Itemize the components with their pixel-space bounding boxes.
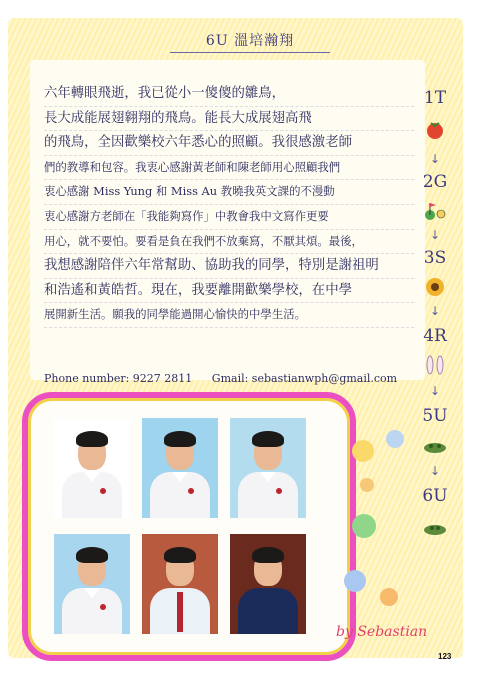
- essay-line: 長大成能展翅翱翔的飛鳥。能長大成展翅高飛: [44, 107, 414, 132]
- contact-info: [44, 372, 414, 385]
- signature: by Sebastian: [336, 624, 428, 640]
- arrow-down-icon: ↓: [429, 228, 441, 242]
- tomato-icon: [422, 118, 448, 140]
- arrow-down-icon: ↓: [429, 152, 441, 166]
- timeline-label: 3S: [423, 248, 447, 268]
- email-address: Gmail: sebastianwph@gmail.com: [211, 372, 398, 385]
- decorative-circle: [360, 478, 374, 492]
- student-photo: [54, 418, 130, 518]
- photo-frame: [22, 392, 356, 661]
- arrow-down-icon: ↓: [429, 464, 441, 478]
- golf-flag-icon: [422, 200, 448, 222]
- page-title: 6U 溫培瀚翔: [170, 30, 330, 53]
- essay-line: 衷心感謝方老師在「我能夠寫作」中教會我中文寫作更要: [44, 205, 414, 230]
- timeline-label: 2G: [422, 172, 448, 192]
- phone-number: Phone number: 9227 2811: [44, 372, 193, 385]
- essay-line: 衷心感謝 Miss Yung 和 Miss Au 教曉我英文課的不漫動: [44, 180, 414, 205]
- sunflower-icon: [422, 276, 448, 298]
- essay-line: 我想感謝陪伴六年常幫助、協助我的同學，特別是謝祖明: [44, 254, 414, 279]
- student-photo: [142, 534, 218, 634]
- student-photo: [230, 534, 306, 634]
- student-photo: [54, 534, 130, 634]
- page-number: 123: [438, 652, 452, 661]
- essay-line: 六年轉眼飛逝，我已從小一傻傻的雛鳥，: [44, 82, 414, 107]
- grass-icon: [422, 516, 448, 538]
- essay-line: 展開新生活。願我的同學能過開心愉快的中學生活。: [44, 303, 414, 328]
- rabbit-ears-icon: [422, 354, 448, 376]
- decorative-circle: [386, 430, 404, 448]
- timeline-label: 4R: [423, 326, 447, 346]
- essay-line: 和浩遙和黃皓哲。現在，我要離開歡樂學校，在中學: [44, 279, 414, 304]
- decorative-circle: [344, 570, 366, 592]
- decorative-circle: [352, 440, 374, 462]
- grass-icon: [422, 434, 448, 456]
- decorative-circle: [380, 588, 398, 606]
- student-photo: [230, 418, 306, 518]
- timeline-label: 1T: [423, 88, 447, 108]
- student-photo: [142, 418, 218, 518]
- essay-line: 們的教導和包容。我衷心感謝黃老師和陳老師用心照顧我們: [44, 156, 414, 181]
- timeline-label: 6U: [422, 486, 448, 506]
- essay-line: 的飛鳥，全因歡樂校六年悉心的照顧。我很感激老師: [44, 131, 414, 156]
- decorative-circle: [352, 514, 376, 538]
- arrow-down-icon: ↓: [429, 384, 441, 398]
- essay-text: [44, 82, 414, 328]
- class-timeline: [410, 88, 460, 578]
- timeline-label: 5U: [422, 406, 448, 426]
- arrow-down-icon: ↓: [429, 304, 441, 318]
- essay-line: 用心，就不要怕。要看是負在我們不放棄寫，不厭其煩。最後，: [44, 230, 414, 255]
